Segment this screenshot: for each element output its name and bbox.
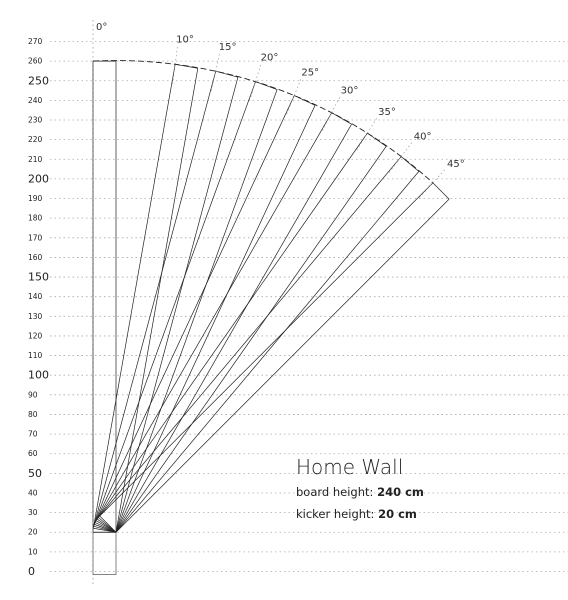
tick-label-210: 210 (28, 154, 43, 164)
tick-label-50: 50 (28, 466, 42, 480)
board-back-10 (93, 64, 175, 528)
tick-label-270: 270 (28, 36, 43, 46)
tick-label-250: 250 (28, 74, 49, 88)
board-height-label: board height: (296, 485, 378, 499)
tick-label-240: 240 (28, 95, 43, 105)
tick-label-10: 10 (28, 547, 38, 557)
tick-label-40: 40 (28, 488, 38, 498)
board-top-45 (433, 183, 449, 199)
board-front-20 (116, 90, 277, 533)
tick-label-60: 60 (28, 449, 38, 459)
tick-label-260: 260 (28, 56, 43, 66)
board-top-arc (93, 61, 433, 183)
tick-label-190: 190 (28, 194, 43, 204)
tick-label-30: 30 (28, 508, 38, 518)
board-back-20 (94, 82, 255, 525)
tick-label-110: 110 (28, 351, 43, 361)
kicker-height-value: 20 cm (378, 507, 417, 521)
board-height-value: 240 cm (377, 485, 424, 499)
tick-label-20: 20 (28, 527, 38, 537)
tick-label-130: 130 (28, 311, 43, 321)
angle-label-15: 15° (218, 41, 237, 53)
board-front-15 (116, 77, 238, 532)
angle-label-10: 10° (176, 34, 194, 46)
tick-label-140: 140 (28, 292, 43, 302)
tick-label-220: 220 (28, 135, 43, 145)
angle-label-30: 30° (340, 85, 359, 97)
angle-label-45: 45° (446, 159, 465, 171)
tick-label-230: 230 (28, 115, 43, 125)
kicker-height-line (296, 507, 424, 521)
board-top-30 (332, 113, 352, 125)
tick-label-170: 170 (28, 233, 43, 243)
wall-title: Home Wall (296, 455, 404, 479)
kicker-height-label: kicker height: (296, 507, 379, 521)
tick-label-150: 150 (28, 270, 49, 284)
tick-label-120: 120 (28, 331, 43, 341)
top-arc (93, 61, 433, 183)
tick-label-80: 80 (28, 409, 38, 419)
height-tick-labels (28, 37, 49, 578)
board-top-40 (401, 157, 419, 172)
tick-label-180: 180 (28, 213, 43, 223)
tick-label-160: 160 (28, 252, 43, 262)
tick-label-90: 90 (28, 390, 38, 400)
tick-label-200: 200 (28, 172, 49, 186)
angle-label-35: 35° (378, 106, 396, 118)
wall-info-panel (296, 455, 424, 529)
angle-label-0: 0° (96, 22, 108, 33)
tick-label-100: 100 (28, 368, 49, 382)
angle-label-25: 25° (301, 67, 320, 79)
board-height-line (296, 485, 424, 499)
angle-label-20: 20° (260, 52, 279, 64)
board-front-25 (116, 105, 315, 532)
tick-label-0: 0 (28, 565, 35, 578)
angle-label-40: 40° (413, 131, 432, 143)
angle-labels (96, 22, 465, 198)
kicker (93, 532, 116, 574)
tick-label-70: 70 (28, 429, 38, 439)
